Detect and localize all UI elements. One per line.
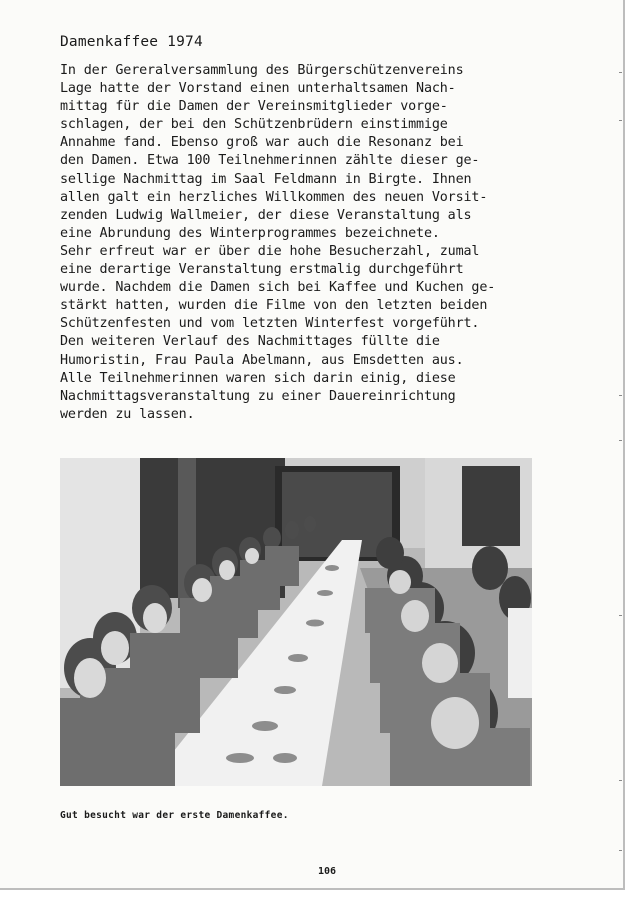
margin-mark <box>619 395 622 396</box>
text-line: zenden Ludwig Wallmeier, der diese Veranstaltung als <box>60 207 472 223</box>
article-title: Damenkaffee 1974 <box>60 34 203 50</box>
text-line: Annahme fand. Ebenso groß war auch die Resonanz bei <box>60 135 464 151</box>
article-body <box>60 62 570 424</box>
margin-mark <box>619 120 622 121</box>
text-line: stärkt hatten, wurden die Filme von den letzten beiden <box>60 298 488 314</box>
margin-mark <box>619 440 622 441</box>
text-line: Den weiteren Verlauf des Nachmittages füllte die <box>60 334 440 350</box>
text-line: Nachmittagsveranstaltung zu einer Dauereinrichtung <box>60 388 456 404</box>
text-line: mittag für die Damen der Vereinsmitglieder vorge- <box>60 99 448 115</box>
event-photo <box>60 458 532 786</box>
text-line: Lage hatte der Vorstand einen unterhaltsamen Nach- <box>60 81 456 97</box>
text-line: wurde. Nachdem die Damen sich bei Kaffee und Kuchen ge- <box>60 280 496 296</box>
text-line: sellige Nachmittag im Saal Feldmann in Birgte. Ihnen <box>60 171 472 187</box>
text-line: eine Abrundung des Winterprogrammes bezeichnete. <box>60 225 440 241</box>
text-line: Sehr erfreut war er über die hohe Besucherzahl, zumal <box>60 243 480 259</box>
text-line: den Damen. Etwa 100 Teilnehmerinnen zählte dieser ge- <box>60 153 480 169</box>
text-line: werden zu lassen. <box>60 406 195 422</box>
text-line: Humoristin, Frau Paula Abelmann, aus Emsdetten aus. <box>60 352 464 368</box>
margin-mark <box>619 780 622 781</box>
margin-mark <box>619 850 622 851</box>
text-line: schlagen, der bei den Schützenbrüdern einstimmige <box>60 117 448 133</box>
margin-mark <box>619 72 622 73</box>
text-line: Alle Teilnehmerinnen waren sich darin einig, diese <box>60 370 456 386</box>
text-line: eine derartige Veranstaltung erstmalig durchgeführt <box>60 262 464 278</box>
text-line: Schützenfesten und vom letzten Winterfest vorgeführt. <box>60 316 480 332</box>
page-number: 106 <box>318 866 337 877</box>
margin-mark <box>619 615 622 616</box>
photo-caption: Gut besucht war der erste Damenkaffee. <box>60 810 289 821</box>
text-line: In der Gereralversammlung des Bürgerschützenvereins <box>60 63 464 78</box>
text-line: allen galt ein herzliches Willkommen des neuen Vorsit- <box>60 189 488 205</box>
